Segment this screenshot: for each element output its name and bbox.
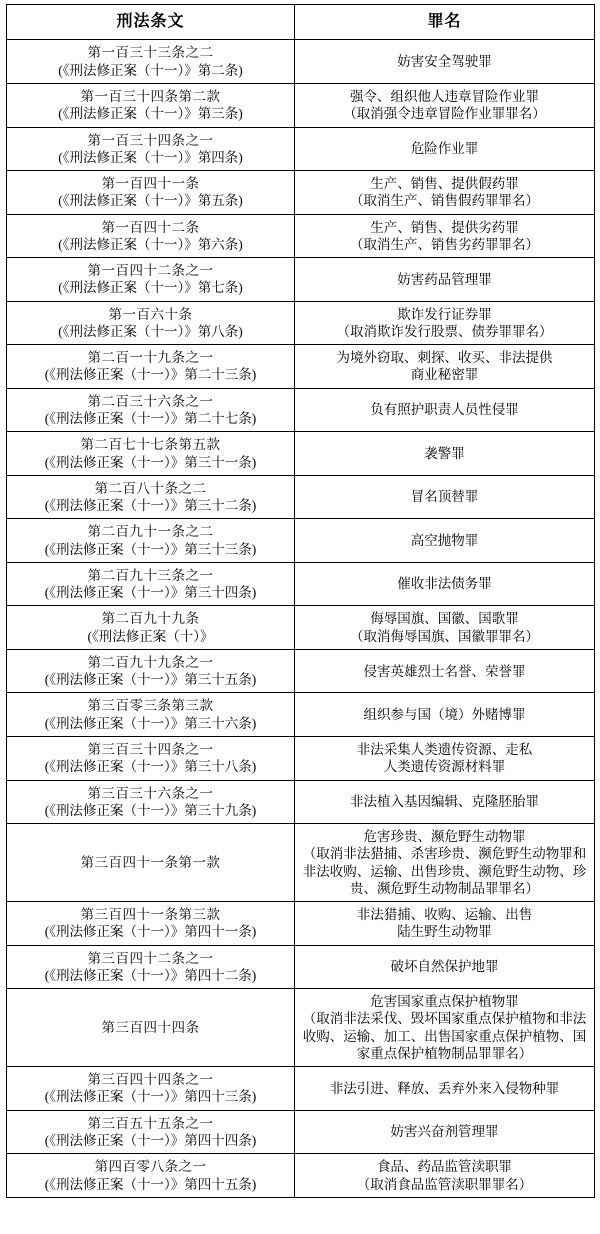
table-header-row: [7, 5, 595, 40]
table-row: [7, 214, 595, 258]
cell-charge: [295, 301, 595, 345]
criminal-law-charges-table: [6, 4, 595, 1198]
cell-article: [7, 780, 295, 824]
table-row: [7, 432, 595, 476]
cell-charge: [295, 902, 595, 946]
table-row: [7, 736, 595, 780]
article-line: 第二百三十六条之一: [87, 393, 214, 409]
article-line: (《刑法修正案（十一）》第三十三条): [44, 541, 257, 557]
charge-line: （取消非法猎捕、杀害珍贵、濒危野生动物罪和非法收购、运输、出售珍贵、濒危野生动物、珍贵、濒危野生动物制品罪罪名）: [302, 846, 587, 896]
cell-charge: [295, 562, 595, 606]
cell-article: [7, 258, 295, 302]
charge-line: （取消侮辱国旗、国徽罪罪名）: [350, 628, 539, 644]
table-row: [7, 127, 595, 171]
article-line: (《刑法修正案（十一）》第四十四条): [44, 1133, 257, 1149]
charge-line: 为境外窃取、刺探、收买、非法提供: [336, 350, 553, 366]
table-row: [7, 475, 595, 519]
table-row: [7, 1154, 595, 1198]
charge-line: 生产、销售、提供劣药罪: [370, 219, 519, 235]
article-line: 第一百三十三条之二: [87, 45, 214, 61]
article-line: (《刑法修正案（十一）》第四十二条): [44, 967, 257, 983]
table-row: [7, 84, 595, 128]
article-line: (《刑法修正案（十）》: [87, 628, 214, 644]
article-line: (《刑法修正案（十一）》第三十四条): [44, 585, 257, 601]
cell-charge: [295, 84, 595, 128]
article-line: 第三百四十一条第三款: [80, 907, 221, 923]
cell-charge: [295, 824, 595, 902]
article-line: 第一百四十一条: [101, 176, 200, 192]
article-line: 第三百四十四条: [101, 1020, 200, 1036]
article-line: 第一百六十条: [108, 306, 193, 322]
article-line: 第二百九十九条之一: [87, 654, 214, 670]
table-row: [7, 945, 595, 989]
cell-charge: [295, 1067, 595, 1111]
article-line: (《刑法修正案（十一）》第三十一条): [44, 454, 257, 470]
cell-article: [7, 388, 295, 432]
cell-article: [7, 171, 295, 215]
article-line: 第一百四十二条: [101, 219, 200, 235]
table-header: [7, 5, 595, 40]
article-line: (《刑法修正案（十一）》第三十六条): [44, 715, 257, 731]
article-line: 第二百八十条之二: [94, 480, 207, 496]
cell-article: [7, 945, 295, 989]
cell-article: [7, 736, 295, 780]
article-line: 第一百四十二条之一: [87, 263, 214, 279]
charge-line: 侮辱国旗、国徽、国歌罪: [370, 611, 519, 627]
article-line: 第一百三十四条第二款: [80, 89, 221, 104]
charge-line: （取消欺诈发行股票、债券罪罪名）: [336, 323, 553, 339]
charge-line: 商业秘密罪: [410, 367, 479, 383]
charge-line: 危害国家重点保护植物罪: [370, 994, 519, 1010]
cell-article: [7, 649, 295, 693]
cell-article: [7, 127, 295, 171]
table-row: [7, 562, 595, 606]
table-row: [7, 1110, 595, 1154]
table-row: [7, 40, 595, 84]
charge-line: 妨害药品管理罪: [397, 271, 492, 287]
cell-charge: [295, 945, 595, 989]
cell-charge: [295, 519, 595, 563]
charge-line: （取消生产、销售劣药罪罪名）: [350, 236, 539, 252]
charge-line: （取消非法采伐、毁坏国家重点保护植物和非法收购、运输、加工、出售国家重点保护植物、国家重点保护植物制品罪罪名）: [302, 1011, 587, 1061]
article-line: (《刑法修正案（十一）》第三十二条): [44, 498, 257, 514]
charge-line: 侵害英雄烈士名誉、荣誉罪: [363, 663, 526, 679]
charge-line: 非法采集人类遗传资源、走私: [356, 741, 533, 757]
column-header-charge: 罪名: [295, 5, 595, 40]
article-line: (《刑法修正案（十一）》第二十七条): [44, 410, 257, 426]
article-line: (《刑法修正案（十一）》第六条): [58, 236, 243, 252]
article-line: 第三百四十四条之一: [87, 1072, 214, 1088]
cell-charge: [295, 127, 595, 171]
cell-article: [7, 562, 295, 606]
charge-line: （取消生产、销售假药罪罪名）: [350, 193, 539, 209]
cell-article: [7, 606, 295, 650]
charge-line: 陆生野生动物罪: [397, 924, 492, 940]
charge-line: 非法引进、释放、丢弃外来入侵物种罪: [329, 1080, 560, 1096]
charge-line: 人类遗传资源材料罪: [383, 759, 506, 775]
cell-charge: [295, 40, 595, 84]
cell-charge: [295, 1110, 595, 1154]
article-line: (《刑法修正案（十一）》第四十五条): [44, 1176, 257, 1192]
cell-article: [7, 432, 295, 476]
column-header-article: 刑法条文: [7, 5, 295, 40]
cell-charge: [295, 214, 595, 258]
cell-article: [7, 1067, 295, 1111]
charge-line: 组织参与国（境）外赌博罪: [363, 707, 526, 723]
table-row: [7, 171, 595, 215]
article-line: (《刑法修正案（十一）》第二条): [58, 62, 243, 78]
cell-article: [7, 902, 295, 946]
cell-charge: [295, 780, 595, 824]
article-line: (《刑法修正案（十一）》第五条): [58, 193, 243, 209]
table-row: [7, 824, 595, 902]
cell-article: [7, 519, 295, 563]
charge-line: 妨害兴奋剂管理罪: [390, 1124, 499, 1140]
cell-article: [7, 693, 295, 737]
cell-article: [7, 345, 295, 389]
charge-line: 危险作业罪: [410, 141, 479, 157]
table-row: [7, 519, 595, 563]
charge-line: 非法猎捕、收购、运输、出售: [356, 907, 533, 923]
cell-charge: [295, 475, 595, 519]
charge-line: 非法植入基因编辑、克隆胚胎罪: [350, 794, 539, 810]
cell-article: [7, 214, 295, 258]
table-row: [7, 989, 595, 1067]
table-row: [7, 1067, 595, 1111]
charge-line: 危害珍贵、濒危野生动物罪: [363, 829, 526, 845]
cell-article: [7, 1110, 295, 1154]
charge-line: （取消食品监管渎职罪罪名）: [356, 1176, 533, 1192]
table-row: [7, 902, 595, 946]
article-line: 第二百九十三条之一: [87, 567, 214, 583]
table-row: [7, 388, 595, 432]
cell-article: [7, 1154, 295, 1198]
table-row: [7, 258, 595, 302]
table-row: [7, 301, 595, 345]
article-line: 第三百零三条第三款: [87, 698, 214, 714]
charge-line: 欺诈发行证券罪: [397, 306, 492, 322]
article-line: (《刑法修正案（十一）》第二十三条): [44, 367, 257, 383]
article-line: 第三百三十四条之一: [87, 741, 214, 757]
article-line: (《刑法修正案（十一）》第四条): [58, 149, 243, 165]
table-row: [7, 649, 595, 693]
cell-charge: [295, 432, 595, 476]
cell-charge: [295, 989, 595, 1067]
article-line: (《刑法修正案（十一）》第三条): [58, 106, 243, 122]
cell-article: [7, 301, 295, 345]
article-line: (《刑法修正案（十一）》第三十八条): [44, 759, 257, 775]
article-line: 第四百零八条之一: [94, 1159, 207, 1175]
charge-line: 冒名顶替罪: [410, 489, 479, 505]
cell-charge: [295, 649, 595, 693]
cell-article: [7, 989, 295, 1067]
charge-line: 袭警罪: [424, 445, 465, 461]
article-line: (《刑法修正案（十一）》第七条): [58, 280, 243, 296]
cell-charge: [295, 345, 595, 389]
table-row: [7, 780, 595, 824]
article-line: 第三百三十六条之一: [87, 785, 214, 801]
cell-charge: [295, 258, 595, 302]
charge-line: （取消强令违章冒险作业罪罪名）: [343, 106, 546, 122]
article-line: (《刑法修正案（十一）》第三十五条): [44, 672, 257, 688]
article-line: (《刑法修正案（十一）》第四十一条): [44, 924, 257, 940]
cell-charge: [295, 1154, 595, 1198]
article-line: 第二百九十一条之二: [87, 524, 214, 540]
table-row: [7, 693, 595, 737]
article-line: 第二百七十七条第五款: [80, 437, 221, 453]
table-body: [7, 40, 595, 1197]
charge-line: 生产、销售、提供假药罪: [370, 176, 519, 192]
article-line: 第三百四十二条之一: [87, 950, 214, 966]
article-line: 第三百四十一条第一款: [80, 854, 221, 870]
table-row: [7, 345, 595, 389]
cell-article: [7, 84, 295, 128]
charge-line: 强令、组织他人违章冒险作业罪: [350, 89, 539, 104]
cell-article: [7, 824, 295, 902]
charge-line: 妨害安全驾驶罪: [397, 54, 492, 70]
charge-line: 负有照护职责人员性侵罪: [370, 402, 519, 418]
charge-line: 破坏自然保护地罪: [390, 959, 499, 975]
cell-charge: [295, 606, 595, 650]
cell-charge: [295, 736, 595, 780]
article-line: (《刑法修正案（十一）》第三十九条): [44, 802, 257, 818]
article-line: 第二百九十九条: [101, 611, 200, 627]
cell-charge: [295, 693, 595, 737]
cell-charge: [295, 388, 595, 432]
charge-line: 食品、药品监管渎职罪: [377, 1159, 512, 1175]
charge-line: 高空抛物罪: [410, 532, 479, 548]
article-line: 第三百五十五条之一: [87, 1115, 214, 1131]
table-row: [7, 606, 595, 650]
charge-line: 催收非法债务罪: [397, 576, 492, 592]
article-line: 第二百一十九条之一: [87, 350, 214, 366]
cell-charge: [295, 171, 595, 215]
article-line: 第一百三十四条之一: [87, 132, 214, 148]
cell-article: [7, 475, 295, 519]
article-line: (《刑法修正案（十一）》第八条): [58, 323, 243, 339]
article-line: (《刑法修正案（十一）》第四十三条): [44, 1089, 257, 1105]
cell-article: [7, 40, 295, 84]
